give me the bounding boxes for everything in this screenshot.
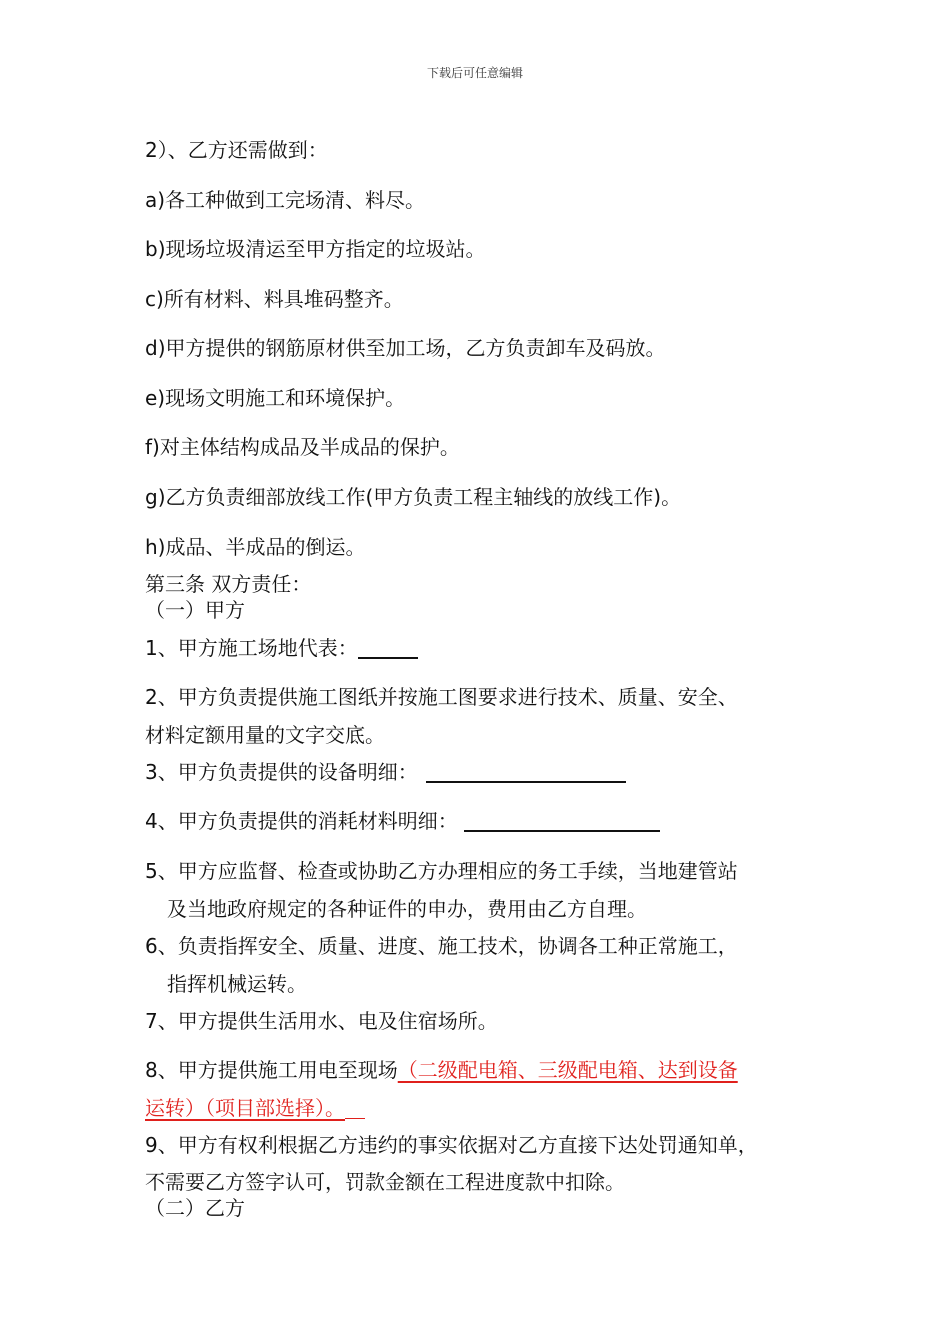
list-item-g: g)乙方负责细部放线工作(甲方负责工程主轴线的放线工作)。 — [145, 485, 682, 509]
page-header: 下载后可任意编辑 — [426, 66, 523, 80]
party-a-item-9-line-1: 9、甲方有权利根据乙方违约的事实依据对乙方直接下达处罚通知单， — [145, 1133, 758, 1157]
party-a-item-8-line-1 — [145, 1058, 738, 1082]
underline-tail — [345, 1098, 365, 1119]
party-a-item-6-line-2: 指挥机械运转。 — [167, 972, 307, 996]
party-a-heading: （一）甲方 — [145, 598, 245, 622]
party-a-item-5-line-1: 5、甲方应监督、检查或协助乙方办理相应的务工手续，当地建管站 — [145, 859, 738, 883]
party-a-item-5-line-2: 及当地政府规定的各种证件的申办，费用由乙方自理。 — [167, 897, 647, 921]
party-b-heading: （二）乙方 — [145, 1196, 245, 1220]
fill-in-blank — [464, 810, 660, 832]
item-8-highlight-continued: 运转）（项目部选择）。 — [145, 1096, 345, 1120]
party-a-item-4 — [145, 809, 660, 833]
party-a-item-9-line-2: 不需要乙方签字认可，罚款金额在工程进度款中扣除。 — [145, 1170, 625, 1194]
party-a-item-2-line-1: 2、甲方负责提供施工图纸并按施工图要求进行技术、质量、安全、 — [145, 685, 738, 709]
item-3-text: 3、甲方负责提供的设备明细： — [145, 760, 418, 784]
party-a-item-2-line-2: 材料定额用量的文字交底。 — [145, 723, 385, 747]
party-a-item-7: 7、甲方提供生活用水、电及住宿场所。 — [145, 1009, 498, 1033]
list-item-a: a)各工种做到工完场清、料尽。 — [145, 188, 426, 212]
article-title: 第三条 双方责任： — [145, 572, 312, 596]
item-4-text: 4、甲方负责提供的消耗材料明细： — [145, 809, 458, 833]
party-a-item-8-line-2 — [145, 1096, 365, 1120]
list-item-h: h)成品、半成品的倒运。 — [145, 535, 366, 559]
item-1-text: 1、甲方施工场地代表： — [145, 636, 358, 660]
list-item-c: c)所有材料、料具堆码整齐。 — [145, 287, 404, 311]
party-a-item-3 — [145, 760, 626, 784]
list-item-f: f)对主体结构成品及半成品的保护。 — [145, 435, 460, 459]
item-8-highlight: （二级配电箱、三级配电箱、达到设备 — [397, 1058, 738, 1082]
fill-in-blank — [426, 761, 626, 783]
party-a-item-1 — [145, 636, 418, 660]
party-a-item-6-line-1: 6、负责指挥安全、质量、进度、施工技术，协调各工种正常施工， — [145, 934, 738, 958]
fill-in-blank — [358, 637, 418, 659]
list-item-e: e)现场文明施工和环境保护。 — [145, 386, 406, 410]
list-item-b: b)现场垃圾清运至甲方指定的垃圾站。 — [145, 237, 486, 261]
item-8-text: 8、甲方提供施工用电至现场 — [145, 1058, 398, 1082]
list-item-d: d)甲方提供的钢筋原材供至加工场，乙方负责卸车及码放。 — [145, 336, 666, 360]
section-intro: 2）、乙方还需做到： — [145, 138, 328, 162]
